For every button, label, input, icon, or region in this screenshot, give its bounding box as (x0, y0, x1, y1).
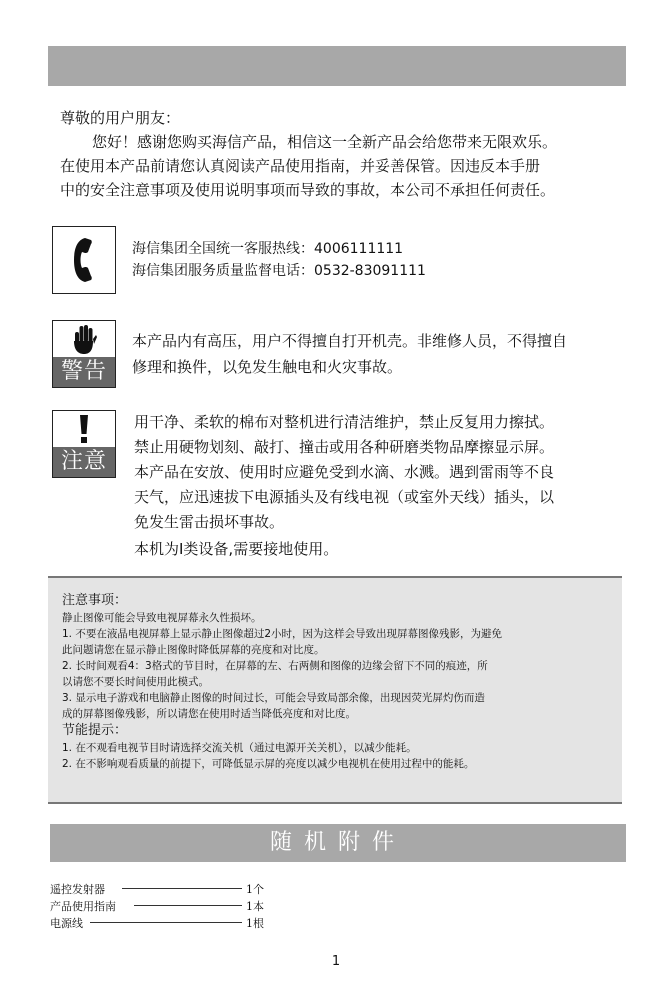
notes-heading: 注意事项： (62, 593, 128, 608)
energy-heading: 节能提示： (62, 723, 128, 738)
hotline-text: 海信集团全国统一客服热线：4006111111 (132, 241, 404, 257)
notes-line: 以请您不要长时间使用此模式。 (62, 676, 209, 688)
leader-line (134, 905, 242, 906)
accessory-qty: 1个 (246, 882, 264, 896)
intro-text (60, 106, 620, 202)
energy-line: 2. 在不影响观看质量的前提下，可降低显示屏的亮度以减少电视机在使用过程中的能耗。 (62, 758, 475, 770)
accessory-name: 遥控发射器 (50, 882, 105, 896)
hand-stop-icon (71, 323, 97, 355)
phone-icon-box (52, 226, 116, 294)
intro-line-2: 在使用本产品前请您认真阅读产品使用指南，并妥善保管。因违反本手册 (60, 157, 541, 175)
leader-line (90, 922, 242, 923)
accessory-name: 产品使用指南 (50, 899, 116, 913)
phone-icon (67, 235, 101, 285)
accessory-qty: 1本 (246, 899, 264, 913)
notes-line: 1. 不要在液晶电视屏幕上显示静止图像超过2小时，因为这样会导致出现屏幕图像残影，为避免 (62, 628, 503, 640)
caution-label: 注意 (53, 447, 115, 477)
intro-line-3: 中的安全注意事项及使用说明事项而导致的事故，本公司不承担任何责任。 (60, 181, 556, 199)
page-number: 1 (331, 954, 341, 969)
notes-line: 此问题请您在显示静止图像时降低屏幕的亮度和对比度。 (62, 644, 325, 656)
leader-line (122, 888, 242, 889)
greeting: 尊敬的用户朋友： (60, 109, 181, 127)
warning-icon-box (52, 320, 116, 388)
list-item (50, 880, 264, 897)
intro-line-1: 您好！感谢您购买海信产品，相信这一全新产品会给您带来无限欢乐。 (92, 133, 558, 151)
header-bar (48, 46, 626, 86)
notes-box (48, 576, 622, 804)
supervision-text: 海信集团服务质量监督电话：0532-83091111 (132, 263, 426, 279)
notes-line: 静止图像可能会导致电视屏幕永久性损坏。 (62, 612, 262, 624)
energy-line: 1. 在不观看电视节目时请选择交流关机（通过电源开关关机），以减少能耗。 (62, 742, 417, 754)
accessory-name: 电源线 (50, 916, 83, 930)
list-item (50, 914, 264, 931)
accessories-list (50, 880, 264, 931)
accessory-qty: 1根 (246, 916, 264, 930)
list-item (50, 897, 264, 914)
warning-text: 本产品内有高压，用户不得擅自打开机壳。非维修人员，不得擅自 修理和换件，以免发生触电和火灾事故。 (132, 332, 568, 376)
warning-label: 警告 (53, 357, 115, 387)
notes-line: 2. 长时间观看4：3格式的节目时，在屏幕的左、右两侧和图像的边缘会留下不同的痕迹，所 (62, 660, 488, 672)
notes-line: 成的屏幕图像残影，所以请您在使用时适当降低亮度和对比度。 (62, 708, 356, 720)
contact-info (132, 238, 426, 282)
notes-line: 3. 显示电子游戏和电脑静止图像的时间过长，可能会导致局部余像，出现因荧光屏灼伤而造 (62, 692, 485, 704)
accessories-title: 随机附件 (50, 824, 626, 862)
caution-icon-box (52, 410, 116, 478)
exclamation-icon (77, 413, 91, 445)
caution-text: 用干净、柔软的棉布对整机进行清洁维护，禁止反复用力擦拭。 禁止用硬物划刻、敲打、撞击或用各种研磨类物品摩擦显示屏。 本产品在安放、使用时应避免受到水滴、水溅。遇到雷雨等不良 天气，应迅速拔下电源插头及有线电视（或室外天线）插头，以 免发生雷击损坏事故。 (134, 413, 555, 531)
grounding-text: 本机为Ⅰ类设备,需要接地使用。 (134, 540, 339, 558)
